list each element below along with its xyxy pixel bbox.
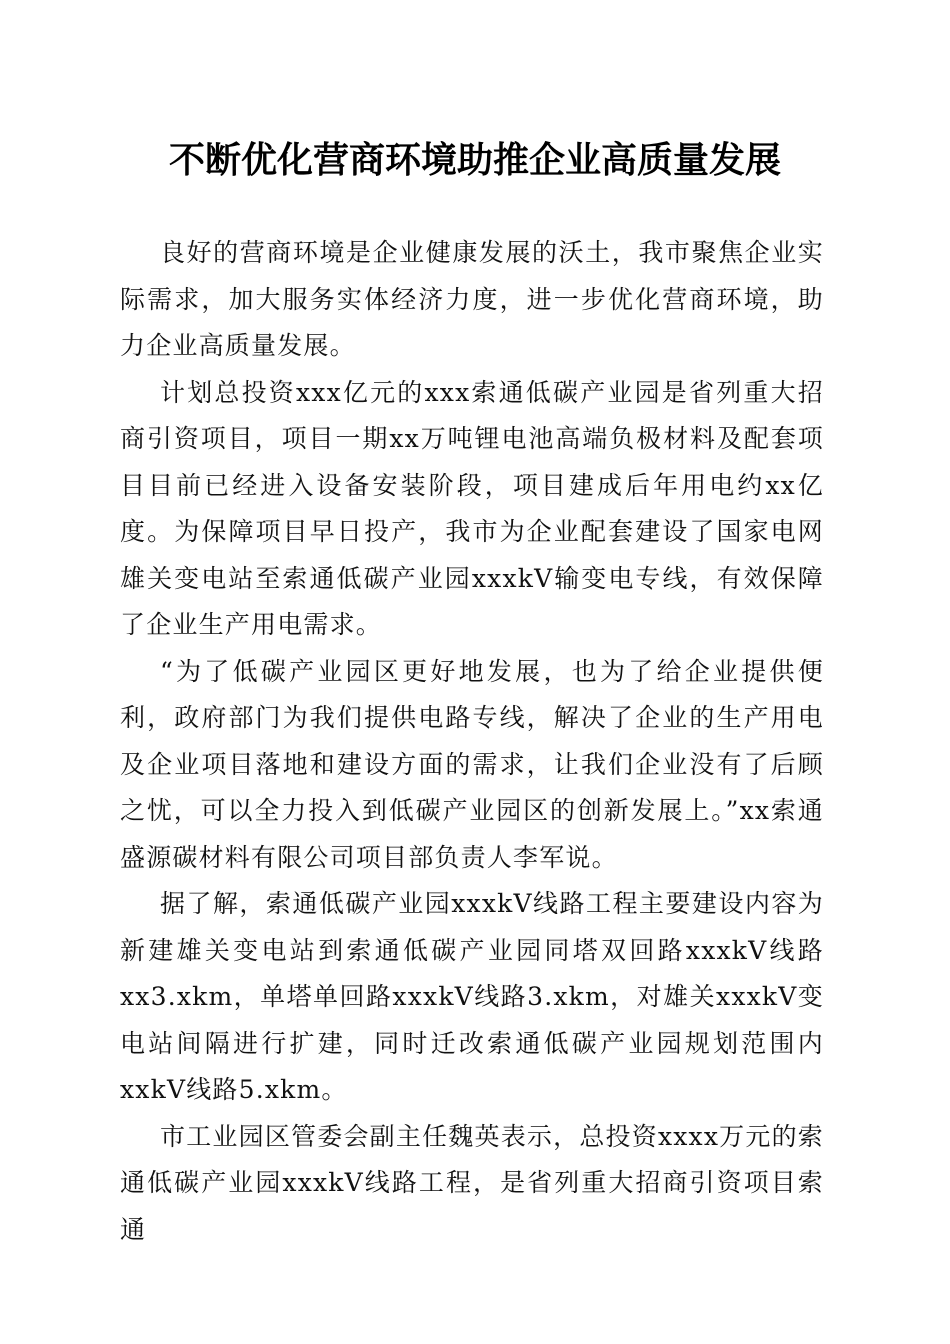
paragraph-4: 据了解，索通低碳产业园xxxkV线路工程主要建设内容为新建雄关变电站到索通低碳产业园同塔双回路xxxkV线路xx3.xkm，单塔单回路xxxkV线路3.xkm，对雄关xxxkV变电站间隔进行扩建，同时迁改索通低碳产业园规划范围内xxkV线路5.xkm。: [120, 889, 824, 1104]
paragraph-3: “为了低碳产业园区更好地发展，也为了给企业提供便利，政府部门为我们提供电路专线，解决了企业的生产用电及企业项目落地和建设方面的需求，让我们企业没有了后顾之忧，可以全力投入到低碳产业园区的创新发展上。”xx索通盛源碳材料有限公司项目部负责人李军说。: [120, 656, 824, 872]
paragraph-2: 计划总投资xxx亿元的xxx索通低碳产业园是省列重大招商引资项目，项目一期xx万吨锂电池高端负极材料及配套项目目前已经进入设备安装阶段，项目建成后年用电约xx亿度。为保障项目早日投产，我市为企业配套建设了国家电网雄关变电站至索通低碳产业园xxxkV输变电专线，有效保障了企业生产用电需求。: [120, 377, 824, 639]
document-title: 不断优化营商环境助推企业高质量发展: [168, 139, 781, 181]
paragraph-1: 良好的营商环境是企业健康发展的沃土，我市聚焦企业实际需求，加大服务实体经济力度，进一步优化营商环境，助力企业高质量发展。: [120, 238, 824, 360]
paragraph-5: 市工业园区管委会副主任魏英表示，总投资xxxx万元的索通低碳产业园xxxkV线路工程，是省列重大招商引资项目索通: [120, 1121, 824, 1244]
document-body: [120, 230, 824, 1253]
